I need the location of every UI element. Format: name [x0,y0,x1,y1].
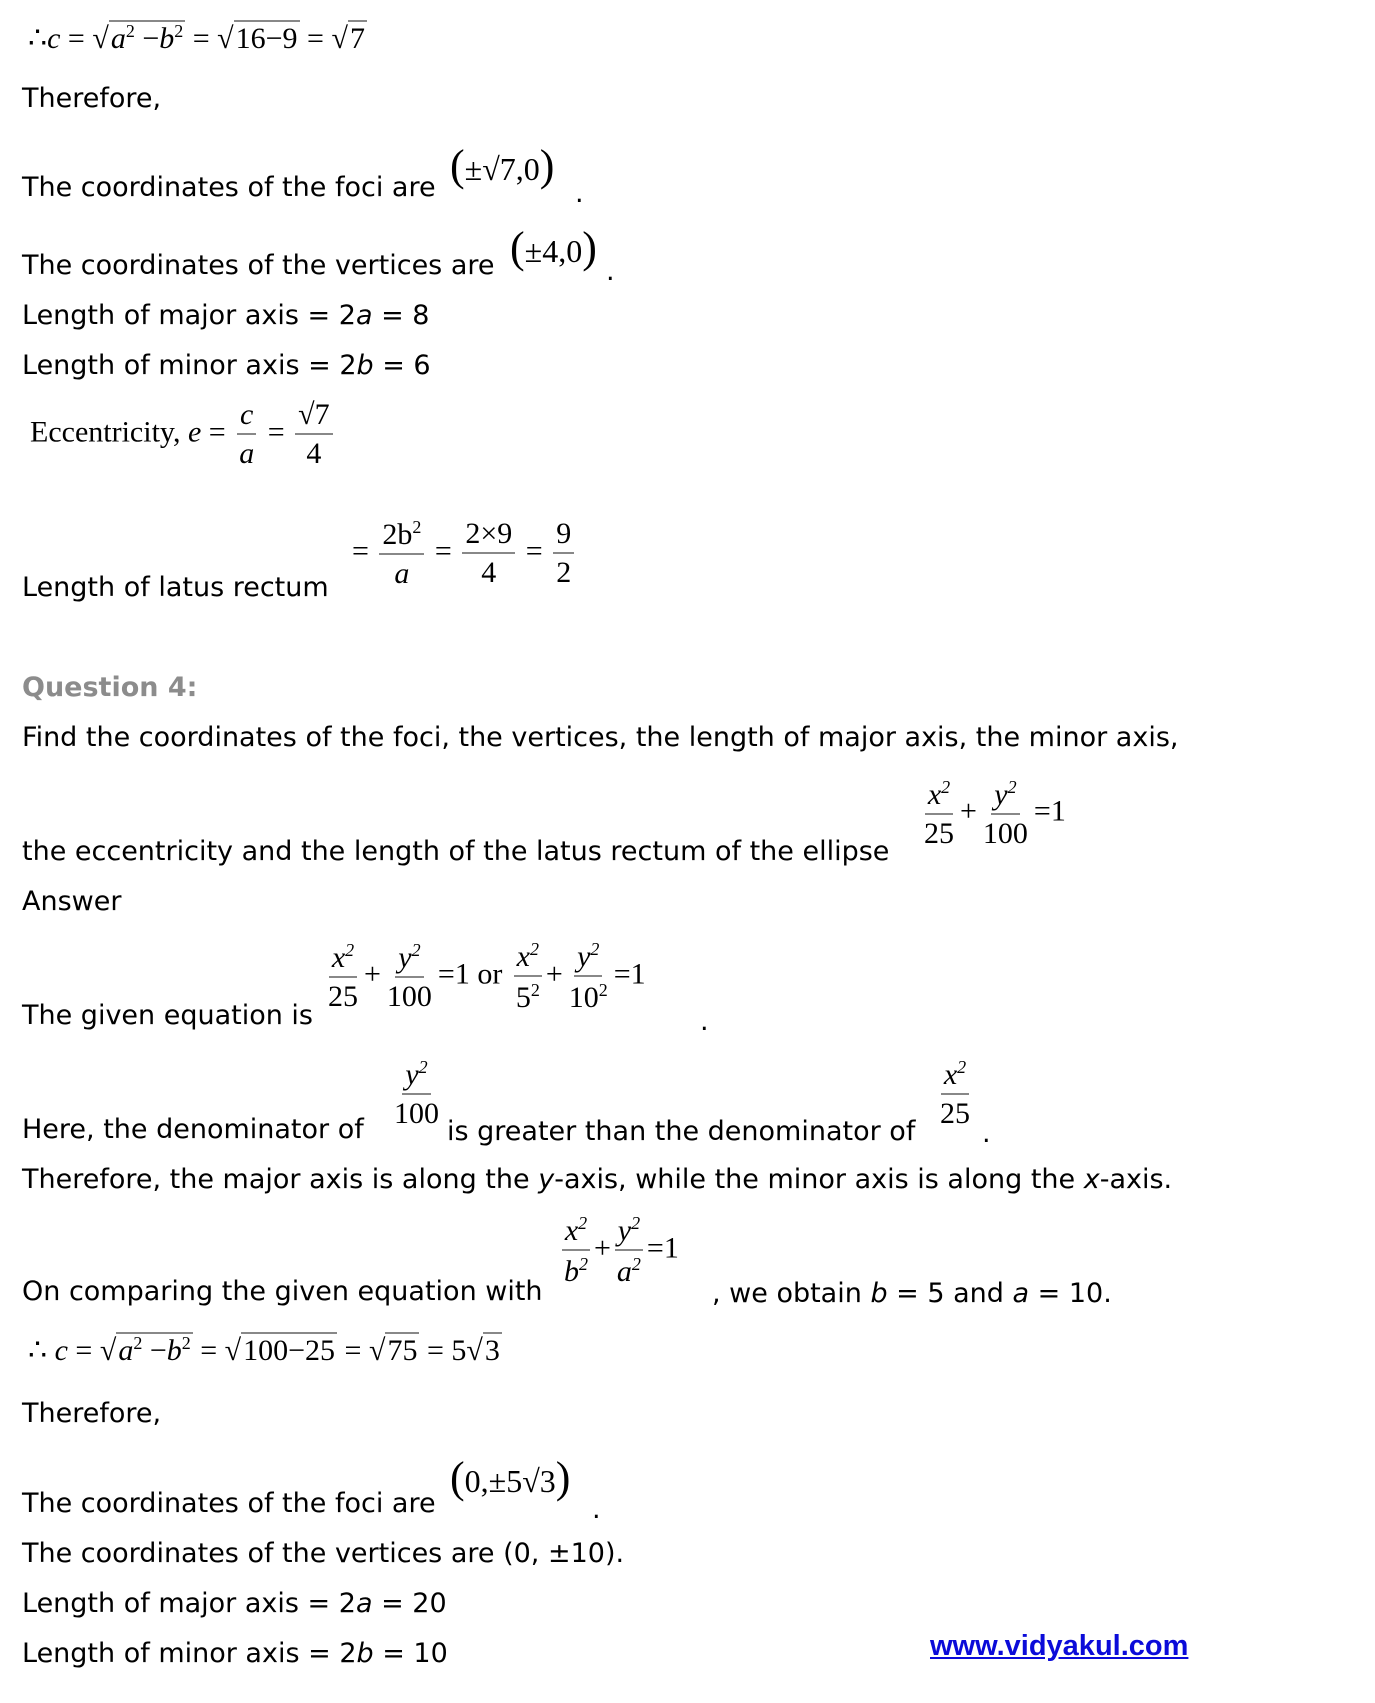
var-a: a [616,1255,632,1288]
ecc-label: Eccentricity, [30,415,181,449]
exp: 2 [1007,777,1017,797]
equals: = [426,1334,444,1367]
exp: 2 [631,1254,641,1274]
frac-x2-25-inline [934,1058,976,1129]
therefore-symbol: ∴ [28,1334,48,1367]
frac-sqrt7-4 [295,400,332,469]
text: , we obtain [712,1278,871,1309]
numerator [574,940,602,977]
text: = 10. [1029,1278,1112,1309]
exp: 2 [133,1333,143,1353]
given-equation-label: The given equation is [22,1000,314,1031]
var-b: b [356,1638,374,1669]
var-c: c [47,22,61,55]
numerator [514,940,542,977]
denominator: 2 [556,556,572,589]
numerator [329,941,357,978]
var-e: e [187,415,202,449]
question-heading: Question 4: [22,672,198,703]
foci-coords: 0,±5√3 [464,1463,556,1499]
frac-y2-100 [980,778,1031,849]
period: . [700,1006,709,1037]
major-value: = 8 [372,300,430,331]
numerator [615,1214,643,1251]
var-y: y [538,1164,555,1195]
compare-text: On comparing the given equation with [22,1276,543,1307]
major-axis-along-line [22,1166,1172,1193]
question-text-line1: Find the coordinates of the foci, the vertices, the length of major axis, the minor axis, [22,722,1179,753]
foci-label: The coordinates of the foci are [22,172,436,203]
compare-result [712,1278,1112,1309]
radicand: 3 [484,1334,500,1367]
standard-equation [558,1214,679,1287]
var-y: y [617,1214,632,1247]
num-text: 2b [382,518,413,551]
denominator: a [239,437,255,470]
therefore-symbol: ∴ [28,22,48,55]
denominator [614,1251,644,1287]
var-a: a [118,1334,134,1367]
exp: 2 [412,517,422,537]
var-b: b [870,1278,888,1309]
denominator: 100 [394,1097,439,1130]
period: . [575,178,584,209]
radicand: 75 [387,1334,418,1367]
latus-rectum-label-1: Length of latus rectum [22,572,329,603]
vertices-coords: ±4,0 [524,233,583,269]
plus: + [960,794,977,828]
vidyakul-link[interactable]: www.vidyakul.com [930,1630,1189,1662]
period: . [606,256,615,287]
radicand: 100−25 [243,1334,336,1367]
equals: = [67,22,85,55]
vertices-line-2: The coordinates of the vertices are (0, ±10). [22,1538,625,1569]
exp: 2 [957,1057,967,1077]
sqrt-3: √3 [466,1334,500,1367]
vertices-value-1: (±4,0) [510,223,597,272]
radicand: 7 [349,22,365,55]
latus-rectum-eq-1: = $\frac{2b^2}{a}$ = $\frac{2\times 9}{4}$ = $\frac{9}{2}$ [352,518,577,589]
denominator: 100 [386,980,432,1013]
exp: 2 [631,1213,641,1233]
text: -axis, while the minor axis is along the [554,1164,1084,1195]
var-b: b [166,1334,182,1367]
base: 5 [515,981,531,1014]
frac-2x9-4 [462,519,515,588]
sqrt-16-9: √16−9 [217,22,298,55]
frac-y2-100 [391,1058,442,1129]
c-equation-2 [28,1332,502,1368]
c-equation-1 [28,20,367,56]
major-axis-line-1 [22,302,429,329]
rhs: =1 [646,1231,679,1265]
numerator [991,778,1019,815]
denominator: 25 [940,1097,970,1130]
equals: = [344,1334,362,1367]
radicand: 16−9 [235,22,298,55]
sqrt-100-25: √100−25 [224,1334,336,1367]
major-value: = 20 [372,1588,447,1619]
foci-line-1 [22,174,436,201]
exp: 2 [590,939,600,959]
exp: 2 [345,940,355,960]
frac-x2-25 [937,1058,973,1129]
text: = 5 and [887,1278,1013,1309]
exp: 2 [578,1213,588,1233]
minor-axis-line-1 [22,352,431,379]
minor-label: Length of minor axis = 2 [22,350,357,381]
denominator [513,977,543,1013]
var-b: b [356,350,374,381]
frac-x2-5sq [513,940,543,1013]
denominator [561,1251,591,1287]
denominator: a [394,557,410,590]
var-x: x [516,940,530,973]
exp: 2 [579,1254,588,1274]
exp: 2 [530,980,540,1000]
denominator: 100 [982,817,1028,850]
sqrt-7: √7 [331,22,365,55]
sqrt-a2-b2: $√a^2 -b^2$ [92,21,184,55]
var-y: y [994,778,1008,811]
numerator [941,1058,969,1095]
period: . [592,1494,601,1525]
exp: 2 [174,21,184,41]
exp: 2 [530,939,539,959]
minor-value: = 10 [373,1638,448,1669]
therefore-text-1: Therefore, [22,83,162,114]
numerator [562,1214,590,1251]
frac-x2-25 [921,778,957,849]
or-word: or [477,957,503,991]
period: . [982,1118,991,1149]
var-y: y [405,1058,419,1091]
coef: 5 [451,1334,467,1367]
frac-x2-b2 [561,1214,591,1287]
frac-x2-25 [325,941,361,1012]
var-x: x [927,778,942,811]
equals: = [75,1334,93,1367]
frac-9-2 [553,519,574,588]
var-x: x [943,1058,958,1091]
major-label: Length of major axis = 2 [22,1588,356,1619]
var-a: a [1012,1278,1030,1309]
rhs: =1 [613,957,646,991]
numerator [395,941,423,978]
plus: + [545,957,563,991]
var-b: b [564,1255,579,1288]
denominator: 25 [328,980,358,1013]
foci-value-2: (0,±5√3) [450,1453,571,1502]
var-b: b [159,22,175,55]
frac-y2-100 [384,941,435,1012]
exp: 2 [941,777,951,797]
equals: = [200,1334,218,1367]
ellipse-equation [918,778,1066,849]
denominator: 4 [306,437,322,470]
numerator: √7 [295,400,332,435]
minor-axis-line-2 [22,1640,448,1667]
exp: 2 [418,1057,428,1077]
denominator [566,977,611,1013]
denominator-compare-line [22,1116,364,1143]
numerator [402,1058,430,1095]
answer-label: Answer [22,886,122,917]
var-a: a [355,300,373,331]
therefore-text-2: Therefore, [22,1398,162,1429]
compare-line [22,1278,543,1305]
frac-2b2-a [379,518,424,589]
rhs: =1 [1033,794,1066,828]
numerator: 2×9 [462,519,515,554]
minus: − [149,1334,167,1367]
plus: + [364,957,381,991]
equals: = [192,22,210,55]
plus: + [594,1231,611,1265]
question-text-line2: the eccentricity and the length of the latus rectum of the ellipse [22,836,890,867]
var-y: y [398,941,412,974]
text: Therefore, the major axis is along the [22,1164,539,1195]
exp: 2 [181,1333,191,1353]
major-axis-line-2 [22,1590,447,1617]
exp: 2 [411,940,421,960]
foci-value-1: (±√7,0) [450,141,555,190]
here-text-2: is greater than the denominator of [447,1116,916,1147]
minor-value: = 6 [373,350,431,381]
var-x: x [1083,1164,1100,1195]
major-label: Length of major axis = 2 [22,300,356,331]
denominator: 25 [924,817,954,850]
here-text-1: Here, the denominator of [22,1114,364,1145]
frac-y2-10sq [566,940,611,1013]
base: 10 [568,981,599,1014]
text: -axis. [1099,1164,1173,1195]
sqrt-75: √75 [368,1334,418,1367]
numerator: c [237,400,256,435]
minus: − [142,22,160,55]
frac-c-a [236,400,257,469]
exp: 2 [125,21,135,41]
var-c: c [54,1334,68,1367]
frac-y2-100-inline [388,1058,445,1129]
numerator [925,778,953,815]
denominator: 4 [481,556,497,589]
foci-coords: ±√7,0 [464,151,540,187]
exp: 2 [598,980,608,1000]
sqrt-a2-b2: $√a^2 -b^2$ [99,1333,191,1367]
var-x: x [564,1214,579,1247]
var-a: a [355,1588,373,1619]
numerator [379,518,424,555]
equals: = [307,22,324,55]
given-equation [322,940,646,1013]
var-x: x [331,941,346,974]
var-y: y [577,940,591,973]
rhs: =1 [437,957,470,991]
eccentricity-line: Eccentricity, e = $\frac{c}{a}$ = $\frac{√7}{4}$ [30,400,336,469]
var-a: a [110,22,126,55]
vertices-line-1: The coordinates of the vertices are [22,250,495,281]
minor-label: Length of minor axis = 2 [22,1638,357,1669]
numerator: 9 [553,519,574,554]
foci-line-2: The coordinates of the foci are [22,1488,436,1519]
frac-y2-a2 [614,1214,644,1287]
